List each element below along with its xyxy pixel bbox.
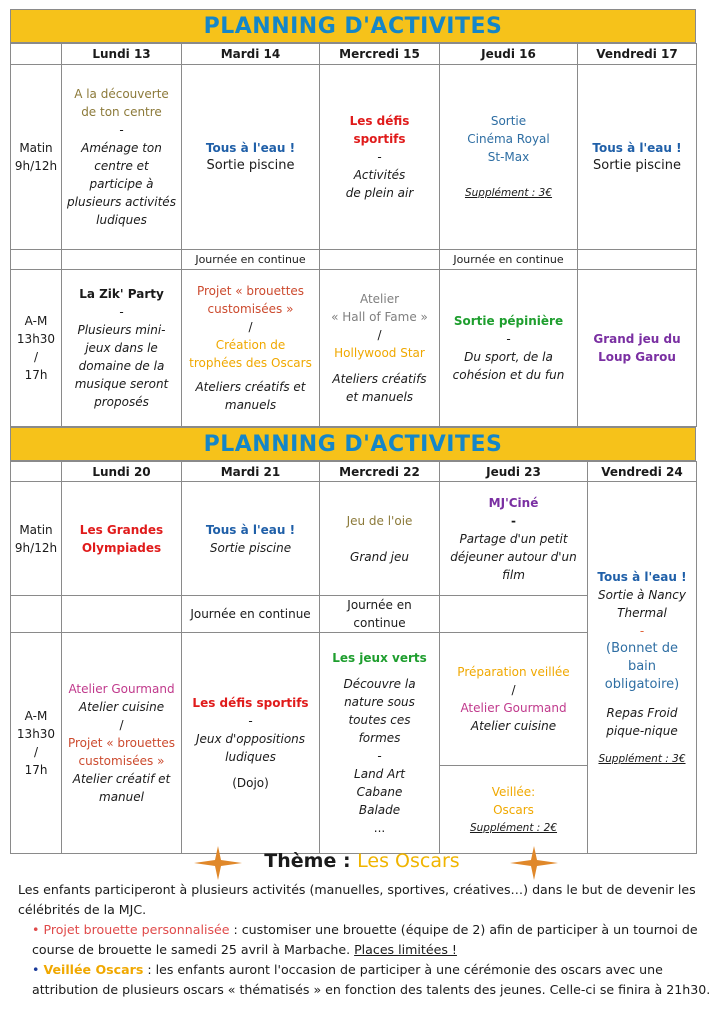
corner-cell	[11, 462, 62, 482]
week1-table	[10, 43, 697, 427]
continuous-note: Journée en continue	[440, 250, 578, 270]
day-header: Mardi 21	[182, 462, 320, 482]
activity-cell: Sortie Cinéma Royal St-Max Supplément : 3€	[440, 65, 578, 250]
note-item-veillee: • Veillée Oscars : les enfants auront l'occasion de participer à une cérémonie des oscars avec une attribution de plusieurs oscars « thématisés » en fonction des talents des jeunes. Celle-ci se finira à 21h30.	[32, 962, 711, 997]
continuous-note: Journée en continue	[182, 250, 320, 270]
week1-afternoon-row	[11, 270, 697, 427]
theme-line	[0, 846, 724, 880]
day-header: Lundi 20	[62, 462, 182, 482]
activity-cell: Les Grandes Olympiades	[62, 482, 182, 596]
activity-cell: Veillée: Oscars Supplément : 2€	[440, 766, 588, 854]
day-header: Mercredi 22	[320, 462, 440, 482]
activity-cell: Les défis sportifs - Activités de plein air	[320, 65, 440, 250]
theme-value: Les Oscars	[357, 850, 460, 872]
note-item-title: Veillée Oscars	[43, 962, 144, 977]
week2-morning-row	[11, 482, 697, 596]
continuous-note: Journée en continue	[182, 596, 320, 633]
week1-banner	[10, 9, 696, 43]
activity-cell: Projet « brouettes customisées » / Création de trophées des Oscars Ateliers créatifs et manuels	[182, 270, 320, 427]
day-header: Vendredi 24	[588, 462, 697, 482]
intro-text: Les enfants participeront à plusieurs activités (manuelles, sportives, créatives…) dans le but de devenir les célébrités de la MJC.	[18, 882, 696, 917]
week1-morning-row	[11, 65, 697, 250]
afternoon-label: A-M 13h30 / 17h	[11, 633, 62, 854]
activity-cell: Atelier « Hall of Fame » / Hollywood Star Ateliers créatifs et manuels	[320, 270, 440, 427]
continuous-note: Journée en continue	[320, 596, 440, 633]
morning-label: Matin 9h/12h	[11, 65, 62, 250]
activity-cell: Atelier Gourmand Atelier cuisine / Projet « brouettes customisées » Atelier créatif et manuel	[62, 633, 182, 854]
week2-banner-title: PLANNING D'ACTIVITES	[203, 431, 503, 457]
afternoon-label: A-M 13h30 / 17h	[11, 270, 62, 427]
activity-cell: Sortie pépinière - Du sport, de la cohésion et du fun	[440, 270, 578, 427]
activity-cell: Préparation veillée / Atelier Gourmand Atelier cuisine	[440, 633, 588, 766]
activity-cell: A la découverte de ton centre - Aménage ton centre et participe à plusieurs activités ludiques	[62, 65, 182, 250]
week2-header-row	[11, 462, 697, 482]
note-item-brouette: • Projet brouette personnalisée : customiser une brouette (équipe de 2) afin de participer à un tournoi de course de brouette le samedi 25 avril à Marbache. Places limitées !	[32, 922, 698, 957]
corner-cell	[11, 44, 62, 65]
day-header: Lundi 13	[62, 44, 182, 65]
day-header: Jeudi 16	[440, 44, 578, 65]
activity-cell: Tous à l'eau ! Sortie piscine	[182, 65, 320, 250]
notes-section	[18, 880, 712, 1000]
activity-cell: Les jeux verts Découvre la nature sous toutes ces formes - Land Art Cabane Balade ...	[320, 633, 440, 854]
week1-header-row	[11, 44, 697, 65]
week2-banner	[10, 427, 696, 461]
activity-cell: Grand jeu du Loup Garou	[578, 270, 697, 427]
activity-cell: Jeu de l'oie Grand jeu	[320, 482, 440, 596]
activity-cell: Les défis sportifs - Jeux d'oppositions ludiques (Dojo)	[182, 633, 320, 854]
star-icon	[510, 846, 558, 880]
day-header: Vendredi 17	[578, 44, 697, 65]
activity-cell: Tous à l'eau ! Sortie piscine	[182, 482, 320, 596]
activity-cell-friday: Tous à l'eau ! Sortie à Nancy Thermal - (Bonnet de bain obligatoire) Repas Froid pique-nique Supplément : 3€	[588, 482, 697, 854]
week1-lunch-row	[11, 250, 697, 270]
morning-label: Matin 9h/12h	[11, 482, 62, 596]
day-header: Mercredi 15	[320, 44, 440, 65]
note-item-title: Projet brouette personnalisée	[43, 922, 230, 937]
activity-cell: La Zik' Party - Plusieurs mini- jeux dans le domaine de la musique seront proposés	[62, 270, 182, 427]
week2-table	[10, 461, 697, 854]
theme-title: Thème : Les Oscars	[264, 850, 460, 872]
day-header: Jeudi 23	[440, 462, 588, 482]
day-header: Mardi 14	[182, 44, 320, 65]
week1-banner-title: PLANNING D'ACTIVITES	[203, 13, 503, 39]
activity-cell: Tous à l'eau ! Sortie piscine	[578, 65, 697, 250]
activity-cell: MJ'Ciné - Partage d'un petit déjeuner autour d'un film	[440, 482, 588, 596]
